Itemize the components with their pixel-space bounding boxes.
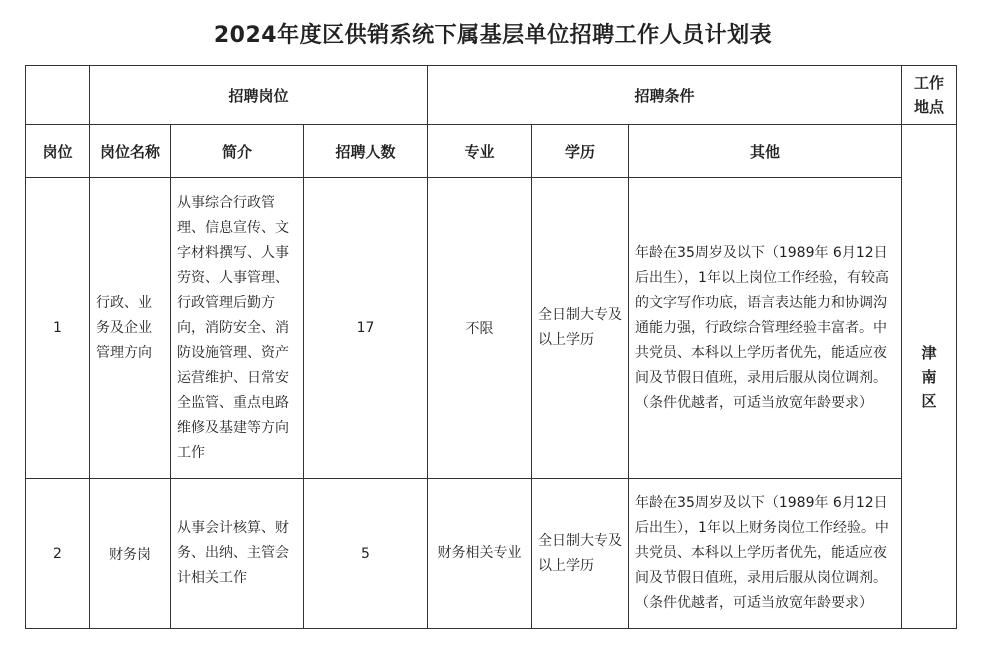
row-1-other: 年龄在35周岁及以下（1989年 6月12日后出生），1年以上岗位工作经验，有较高的文字写作功底，语言表达能力和协调沟通能力强，行政综合管理经验丰富者。中共党员、本科以上学历者优先，能适应夜间及节假日值班，录用后服从岗位调剂。（条件优越者，可适当放宽年龄要求） <box>629 178 902 479</box>
recruitment-plan-table <box>25 65 957 629</box>
header-row-group <box>26 66 957 125</box>
row-2-post-name: 财务岗 <box>90 479 171 629</box>
header-major: 专业 <box>428 125 532 178</box>
header-group-post: 招聘岗位 <box>90 66 428 125</box>
page-title: 2024年度区供销系统下属基层单位招聘工作人员计划表 <box>213 23 773 48</box>
row-1-major: 不限 <box>428 178 532 479</box>
row-1-count: 17 <box>304 178 428 479</box>
row-1-post-no: 1 <box>26 178 90 479</box>
location-cell <box>902 125 957 629</box>
row-1-post-name: 行政、业务及企业管理方向 <box>90 178 171 479</box>
header-location: 工作地点 <box>902 66 957 125</box>
row-1-intro: 从事综合行政管理、信息宣传、文字材料撰写、人事劳资、人事管理、行政管理后勤方向，消防安全、消防设施管理、资产运营维护、日常安全监管、重点电路维修及基建等方向工作 <box>171 178 304 479</box>
row-2-major: 财务相关专业 <box>428 479 532 629</box>
table-row <box>26 479 957 629</box>
header-other: 其他 <box>629 125 902 178</box>
row-2-count: 5 <box>304 479 428 629</box>
table-row <box>26 178 957 479</box>
header-intro: 简介 <box>171 125 304 178</box>
header-empty-cell <box>26 66 90 125</box>
header-post-name: 岗位名称 <box>90 125 171 178</box>
row-2-other: 年龄在35周岁及以下（1989年 6月12日后出生），1年以上财务岗位工作经验。中共党员、本科以上学历者优先，能适应夜间及节假日值班，录用后服从岗位调剂。（条件优越者，可适当放宽年龄要求） <box>629 479 902 629</box>
header-education: 学历 <box>532 125 629 178</box>
header-row-columns <box>26 125 957 178</box>
row-2-intro: 从事会计核算、财务、出纳、主管会计相关工作 <box>171 479 304 629</box>
location-value: 津南区 <box>921 343 937 410</box>
header-post-no: 岗位 <box>26 125 90 178</box>
header-count: 招聘人数 <box>304 125 428 178</box>
row-2-post-no: 2 <box>26 479 90 629</box>
row-2-education: 全日制大专及以上学历 <box>532 479 629 629</box>
row-1-education: 全日制大专及以上学历 <box>532 178 629 479</box>
header-group-conditions: 招聘条件 <box>428 66 902 125</box>
